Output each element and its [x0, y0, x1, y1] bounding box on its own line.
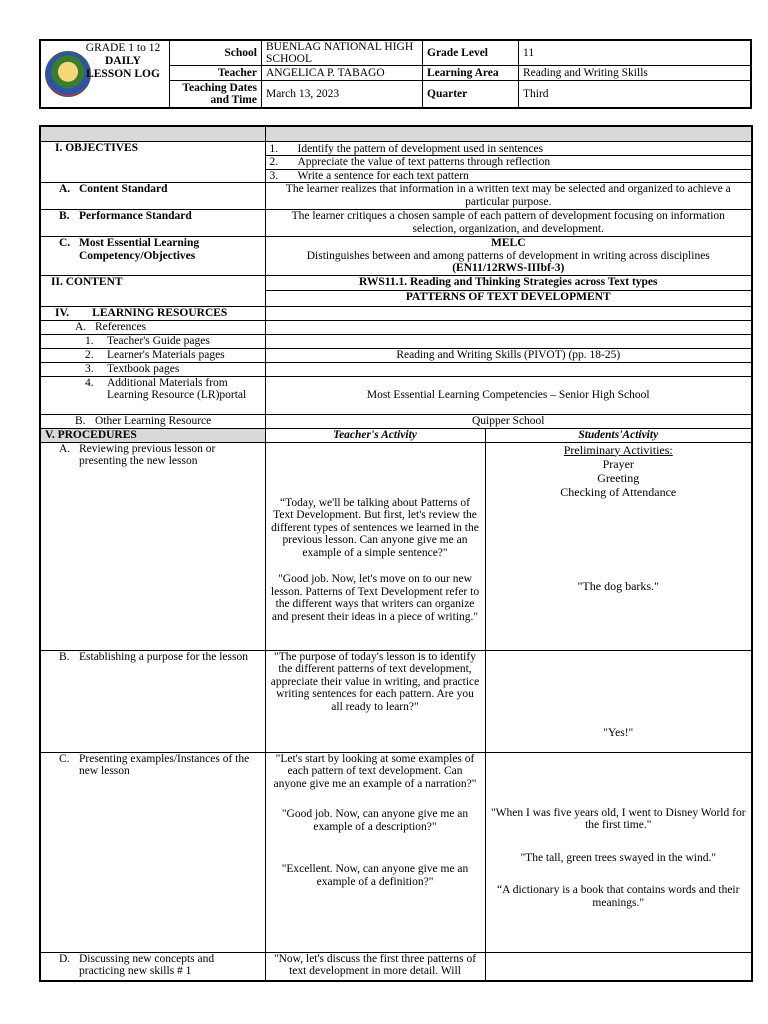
procedure-a-teacher — [265, 442, 485, 650]
header-title-cell — [41, 41, 169, 107]
objective-item: 3. Write a sentence for each text pattern — [266, 169, 752, 183]
objectives-label: I. OBJECTIVES — [41, 141, 265, 183]
lesson-table-box — [39, 125, 753, 982]
teacher-value: ANGELICA P. TABAGO — [262, 66, 423, 81]
empty-cell — [265, 306, 751, 320]
references-label-cell: A. References — [41, 320, 265, 334]
grade-level-label: Grade Level — [423, 41, 519, 66]
resource-value — [265, 334, 751, 348]
procedure-b-student — [485, 650, 751, 752]
prelim-item: Checking of Attendance — [560, 484, 677, 499]
student-response: "When I was five years old, I went to Disney World for the first time." — [490, 806, 746, 831]
learning-resources-label: IV. LEARNING RESOURCES — [41, 306, 265, 320]
procedure-c-teacher — [265, 752, 485, 952]
other-resource-label-cell: B. Other Learning Resource — [41, 414, 265, 428]
title-line-2: DAILY — [104, 55, 141, 67]
teacher-activity-header: Teacher's Activity — [265, 428, 485, 442]
student-activity-header: Students'Activity — [485, 428, 751, 442]
student-response: "The dog barks." — [577, 578, 659, 593]
melc-cell — [265, 237, 751, 276]
objective-item: 1. Identify the pattern of development used in sentences — [269, 142, 544, 155]
performance-standard-label-cell: B. Performance Standard — [41, 210, 265, 237]
procedure-a-label-cell: A. Reviewing previous lesson or presenting the new lesson — [41, 442, 265, 650]
content-label: II. CONTENT — [41, 275, 265, 306]
prelim-activities-heading: Preliminary Activities: — [563, 442, 673, 457]
performance-standard-text: The learner critiques a chosen sample of each pattern of development focusing on information selection, organization, and development. — [265, 210, 751, 237]
student-response: “A dictionary is a book that contains words and their meanings." — [497, 884, 740, 909]
teacher-statement: "Good job. Now, let's move on to our new lesson. Patterns of Text Development refer to the different ways that writers can organize and present their ideas in a piece of writing." — [270, 573, 480, 623]
teaching-dates-label: Teaching Dates and Time — [170, 81, 262, 108]
learning-area-label: Learning Area — [423, 66, 519, 81]
content-line-1: RWS11.1. Reading and Thinking Strategies across Text types — [265, 275, 751, 290]
shaded-cell-left — [41, 127, 265, 141]
teacher-statement: "Good job. Now, can anyone give me an example of a description?" — [281, 808, 469, 833]
melc-code: (EN11/12RWS-IIIbf-3) — [452, 262, 565, 274]
procedure-d-label-cell: D. Discussing new concepts and practicing new skills # 1 — [41, 952, 265, 982]
teaching-dates-value: March 13, 2023 — [262, 81, 423, 108]
resource-item: 2. Learner's Materials pages — [41, 348, 265, 362]
title-line-1: GRADE 1 to 12 — [85, 42, 161, 54]
procedure-d-teacher: "Now, let's discuss the first three patterns of text development in more detail. Will — [265, 952, 485, 982]
school-value: BUENLAG NATIONAL HIGH SCHOOL — [262, 41, 423, 66]
lesson-table — [41, 127, 751, 982]
procedure-a-student — [485, 442, 751, 650]
teacher-statement: "Let's start by looking at some examples of each pattern of text development. Can anyone give me an example of a narration?" — [273, 752, 477, 790]
content-standard-text: The learner realizes that information in a written text may be selected and organized to achieve a particular purpose. — [265, 183, 751, 210]
quarter-value: Third — [519, 81, 753, 108]
teacher-statement: “Today, we'll be talking about Patterns of Text Development. But first, let's review the different types of sentences we learned in the previous lesson. Can anyone give me an example of a simple sentence?" — [271, 496, 479, 559]
school-label: School — [170, 41, 262, 66]
teacher-statement: "Excellent. Now, can anyone give me an example of a definition?" — [281, 863, 469, 888]
objectives-list — [266, 143, 752, 183]
procedures-label: V. PROCEDURES — [41, 428, 265, 442]
resource-item: 4. Additional Materials from Learning Resource (LR)portal — [41, 376, 265, 414]
title-line-3: LESSON LOG — [86, 68, 160, 80]
resource-item: 3. Textbook pages — [41, 362, 265, 376]
header-box — [39, 39, 752, 109]
resource-value — [265, 362, 751, 376]
grade-level-value: 11 — [519, 41, 753, 66]
resource-value: Reading and Writing Skills (PIVOT) (pp. 18-25) — [265, 348, 751, 362]
quarter-label: Quarter — [423, 81, 519, 108]
header-title — [77, 42, 169, 81]
learning-area-value: Reading and Writing Skills — [519, 66, 753, 81]
header-table — [169, 41, 752, 107]
prelim-item: Prayer — [602, 456, 634, 471]
procedure-c-student — [485, 752, 751, 952]
content-line-2: PATTERNS OF TEXT DEVELOPMENT — [265, 290, 751, 306]
objectives-list-cell — [265, 141, 751, 183]
other-resource-value: Quipper School — [265, 414, 751, 428]
procedure-c-label-cell: C. Presenting examples/Instances of the new lesson — [41, 752, 265, 952]
melc-heading: MELC — [491, 237, 526, 249]
procedure-d-student — [485, 952, 751, 982]
resource-item: 1. Teacher's Guide pages — [41, 334, 265, 348]
content-standard-label-cell: A. Content Standard — [41, 183, 265, 210]
prelim-item: Greeting — [597, 470, 640, 485]
procedure-b-label-cell: B. Establishing a purpose for the lesson — [41, 650, 265, 752]
resource-value: Most Essential Learning Competencies – Senior High School — [265, 376, 751, 414]
melc-text: Distinguishes between and among patterns of development in writing across disciplines — [306, 249, 710, 262]
melc-label-cell: C. Most Essential Learning Competency/Objectives — [41, 237, 265, 276]
student-response: "The tall, green trees swayed in the wind." — [520, 851, 717, 864]
shaded-cell-right — [265, 127, 751, 141]
procedure-b-teacher: "The purpose of today's lesson is to identify the different patterns of text development, appreciate their value in writing, and practice writing sentences for each pattern. Are you all ready to learn?" — [265, 650, 485, 752]
student-response: "Yes!" — [603, 726, 634, 739]
teacher-label: Teacher — [170, 66, 262, 81]
empty-cell — [265, 320, 751, 334]
objective-item: 2. Appreciate the value of text patterns through reflection — [266, 155, 752, 169]
